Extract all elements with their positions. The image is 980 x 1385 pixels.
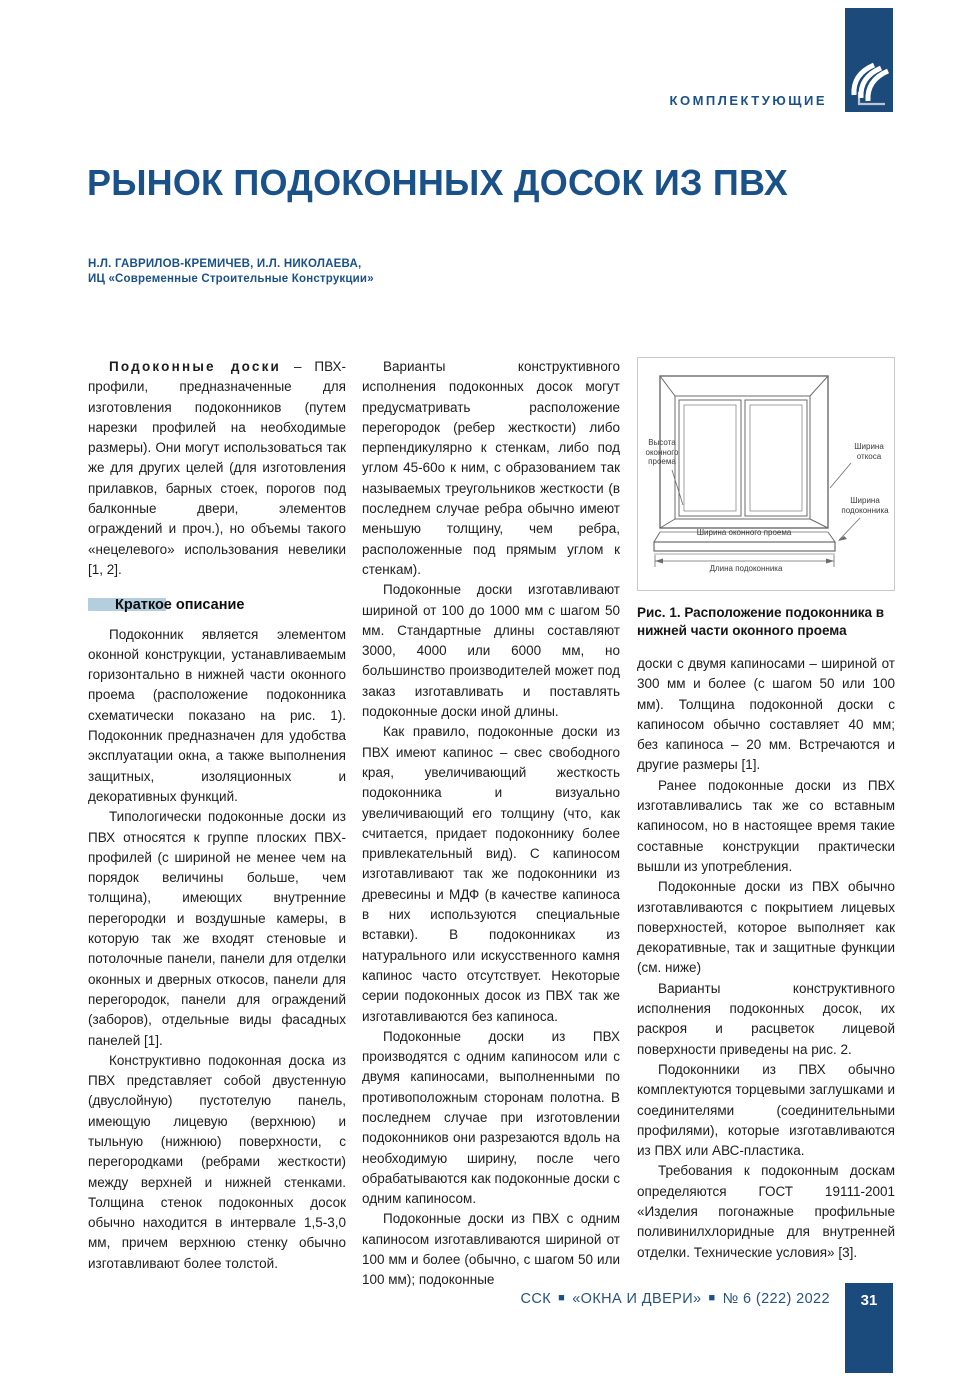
footer-journal-line — [521, 1291, 830, 1307]
square-separator-icon: ■ — [708, 1292, 716, 1304]
section-heading: Краткое описание — [88, 595, 346, 615]
paragraph: Ранее подоконные доски из ПВХ изготавливались так же со вставным капиносом, но в настоящее время такие составные конструкции практически вышли из употребления. — [637, 777, 895, 874]
label-sill-width: Ширина подоконника — [841, 496, 889, 515]
square-separator-icon: ■ — [558, 1292, 566, 1304]
window-diagram-drawing — [638, 358, 894, 590]
section-label: КОМПЛЕКТУЮЩИЕ — [669, 93, 827, 108]
footer-journal-name: «ОКНА И ДВЕРИ» — [572, 1291, 702, 1307]
paragraph: Варианты конструктивного исполнения подоконных досок могут предусматривать расположение перегородок (ребер жесткости) либо перпендикулярно к стенкам, либо под углом 45-60о к ним, с образованием так называемых треугольников жесткости (в последнем случае ребра обычно имеют меньшую толщину, чем ребра, расположенные под прямым углом к стенкам). — [362, 359, 620, 577]
figure-caption: Рис. 1. Расположение подоконника в нижней части оконного проема — [637, 605, 885, 638]
paragraph: Варианты конструктивного исполнения подоконных досок, их раскроя и расцветок лицевой поверхности приведены на рис. 2. — [637, 980, 895, 1057]
figure-1 — [637, 357, 895, 640]
paragraph — [88, 357, 346, 580]
authors-names: Н.Л. ГАВРИЛОВ-КРЕМИЧЕВ, И.Л. НИКОЛАЕВА, — [88, 258, 362, 270]
text-column-1 — [88, 357, 346, 1274]
paragraph: Конструктивно подоконная доска из ПВХ представляет собой двустенную (двуслойную) пустотелую панель, имеющую лицевую (верхнюю) и тыльную (нижнюю) поверхности, с перегородками (ребрами жесткости) между верхней и нижней стенками. Толщина стенок подоконных досок обычно находится в интервале 1,5-3,0 мм, причем верхнюю стенку обычно изготавливают более толстой. — [88, 1052, 346, 1271]
feather-fan-logo-icon — [845, 8, 893, 112]
paragraph: Подоконники из ПВХ обычно комплектуются торцевыми заглушками и соединителями (соединительными профилями), которые изготавливаются из ПВХ или АВС-пластика. — [637, 1061, 895, 1159]
label-sill-length: Длина подоконника — [709, 564, 783, 573]
footer-issue: № 6 (222) 2022 — [722, 1291, 830, 1307]
label-opening-width: Ширина оконного проема — [696, 528, 792, 537]
authors-block — [88, 257, 374, 287]
paragraph: доски с двумя капиносами – шириной от 300 мм и более (с шагом 50 или 100 мм). Толщина подоконной доски с капиносом обычно составляет 40 мм; без капиноса – 20 мм. Встречаются и другие размеры [1]. — [637, 656, 895, 773]
text-column-2 — [362, 357, 620, 1291]
paragraph: Типологически подоконные доски из ПВХ относятся к группе плоских ПВХ-профилей (с шириной не менее чем на порядок величины больше, чем толщина), имеющих внутренние перегородки и воздушные камеры, в которую так же входят стеновые и потолочные панели, панели для отделки оконных и дверных откосов, панели для перегородок, панели для ограждений (заборов), отдельные виды фасадных панелей [1]. — [88, 809, 346, 1048]
paragraph: Подоконник является элементом оконной конструкции, устанавливаемым горизонтально в нижней части оконного проема (расположение подоконника схематически показано на рис. 1). Подоконник предназначен для удобства эксплуатации окна, а также выполнения защитных, изоляционных и декоративных функций. — [88, 626, 346, 804]
label-slope-width: Ширина откоса — [854, 442, 884, 461]
paragraph: Подоконные доски из ПВХ с одним капиносом изготавливаются шириной от 100 мм и более (обычно, с шагом 50 или 100 мм); подоконные — [362, 1211, 620, 1288]
paragraph: Как правило, подоконные доски из ПВХ имеют капинос – свес свободного края, увеличивающий жесткость подоконника и визуально увеличивающий его толщину (что, как считается, придает подоконнику более привлекательный вид). С капиносом изготавливают так же подоконники из древесины и МДФ (в качестве капиноса в них используются специальные вставки). В подоконниках из натурального или искусственного камня капинос часто отсутствует. Некоторые серии подоконных досок из ПВХ так же изготавливаются без капиноса. — [362, 724, 620, 1024]
authors-affiliation: ИЦ «Современные Строительные Конструкции» — [88, 273, 374, 285]
text-column-3 — [637, 357, 895, 1263]
paragraph: Подоконные доски из ПВХ обычно изготавливаются с покрытием лицевых поверхностей, которое выполняет как декоративные, так и защитные функции (см. ниже) — [637, 879, 895, 976]
paragraph: Подоконные доски изготавливают шириной от 100 до 1000 мм с шагом 50 мм. Стандартные длины составляют 3000, 4000 или 6000 мм, но большинство производителей может под заказ изготавливать и поставлять подоконные доски иной длины. — [362, 582, 620, 720]
label-opening-height: Высота оконного проема — [645, 438, 679, 466]
window-diagram — [637, 357, 895, 591]
page-number-badge: 31 — [845, 1283, 893, 1373]
footer-publisher: ССК — [520, 1291, 552, 1307]
paragraph-text: – ПВХ-профили, предназначенные для изготовления подоконников (путем нарезки профилей на необходимые размеры). Они могут использоваться так же для других целей (для изготовления прилавков, барных стоек, порогов под балконные двери, элементов ограждений и проч.), но объемы такого «нецелевого» использования невелики [1, 2]. — [88, 359, 346, 577]
page-title: РЫНОК ПОДОКОННЫХ ДОСОК ИЗ ПВХ — [87, 162, 788, 203]
paragraph-lead: Подоконные доски — [109, 359, 282, 374]
paragraph: Требования к подоконным доскам определяются ГОСТ 19111-2001 «Изделия погонажные профильные поливинилхлоридные для внутренней отделки. Технические условия» [3]. — [637, 1163, 895, 1260]
paragraph: Подоконные доски из ПВХ производятся с одним капиносом или с двумя капиносами, выполненными по противоположным сторонам полотна. В последнем случае при изготовлении подоконников они разрезаются вдоль на необходимую ширину, после чего обрабатываются как подоконные доски с одним капиносом. — [362, 1028, 620, 1207]
